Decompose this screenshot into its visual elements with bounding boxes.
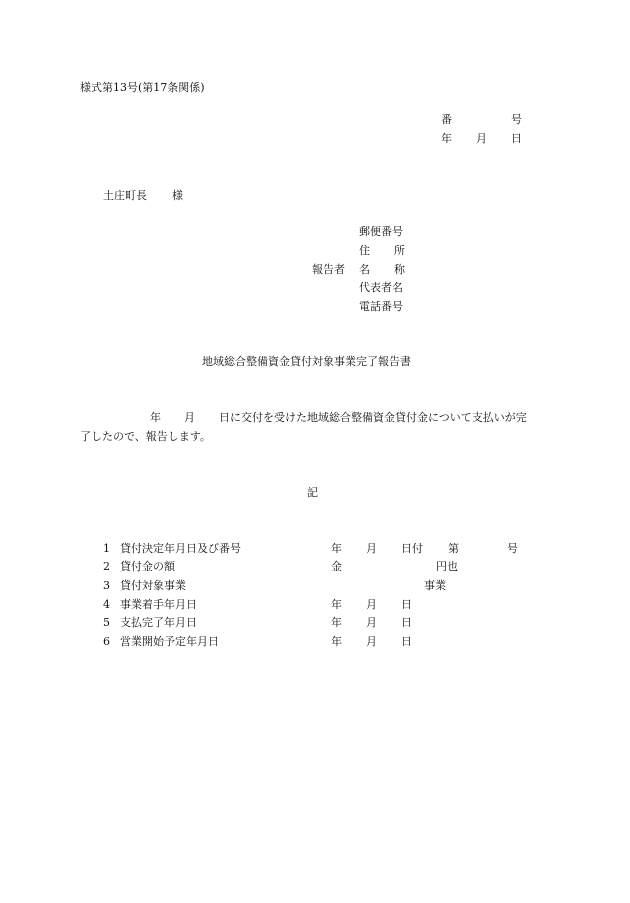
item-label: 貸付金の額 [120,560,175,573]
item-number: 6 [103,635,110,648]
reporter-field-address-b: 所 [394,244,405,257]
item-col3: 日 [401,598,412,611]
item-col2: 月 [366,542,377,555]
number-label-left: 番 [441,113,452,126]
number-label-right: 号 [511,113,522,126]
item-col1: 年 [331,635,342,648]
reporter-field-address-a: 住 [359,244,370,257]
reporter-field-name-a: 名 [359,263,370,276]
date-month: 月 [476,132,487,145]
item-col1: 年 [331,542,342,555]
reporter-field-postal: 郵便番号 [359,225,403,238]
document-title: 地域総合整備資金貸付対象事業完了報告書 [202,355,411,368]
date-year: 年 [441,132,452,145]
addressee-honorific: 様 [172,189,183,202]
item-label: 営業開始予定年月日 [120,635,219,648]
body-month: 月 [184,411,195,424]
item-number: 4 [103,598,110,611]
item-col2: 月 [366,598,377,611]
item-col1: 金 [331,560,342,573]
item-col1: 年 [331,598,342,611]
item-col5: 号 [507,542,518,555]
item-number: 1 [103,542,110,555]
body-line2: 了したので、報告します。 [80,430,211,443]
item-number: 2 [103,560,110,573]
addressee-name: 土庄町長 [103,189,147,202]
form-number: 様式第13号(第17条関係) [80,81,205,94]
item-col3: 日 [401,635,412,648]
item-col3: 日付 [401,542,423,555]
item-col2: 月 [366,616,377,629]
item-label: 支払完了年月日 [120,616,197,629]
item-col3: 日 [401,616,412,629]
body-line1: 日に交付を受けた地域総合整備資金貸付金について支払いが完 [219,411,527,424]
item-number: 3 [103,579,110,592]
item-label: 貸付決定年月日及び番号 [120,542,241,555]
reporter-field-representative: 代表者名 [359,281,403,294]
reporter-field-name-b: 称 [394,263,405,276]
reporter-field-phone: 電話番号 [359,300,403,313]
item-number: 5 [103,616,110,629]
item-col2: 月 [366,635,377,648]
item-label: 事業着手年月日 [120,598,197,611]
date-day: 日 [511,132,522,145]
record-label: 記 [307,486,318,499]
reporter-label: 報告者 [312,263,345,276]
item-col4: 事業 [424,579,446,592]
item-col1: 年 [331,616,342,629]
item-label: 貸付対象事業 [120,579,186,592]
item-col4: 第 [448,542,459,555]
body-year: 年 [150,411,161,424]
item-col4: 円也 [436,560,458,573]
